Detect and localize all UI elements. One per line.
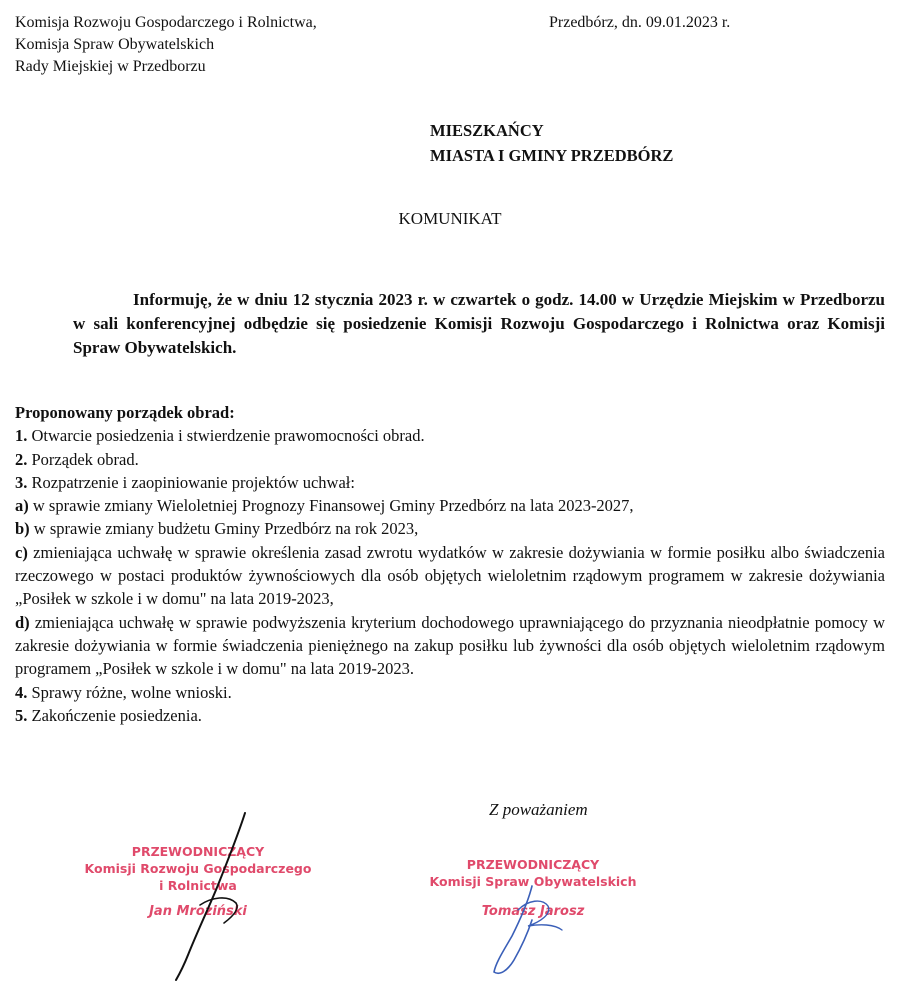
document-title: KOMUNIKAT	[398, 209, 502, 228]
sender-line-1: Komisja Rozwoju Gospodarczego i Rolnictwa,	[15, 14, 317, 31]
stamp-committee-line: Komisji Rozwoju Gospodarczego	[84, 861, 312, 876]
agenda-subitem	[15, 494, 885, 517]
agenda-item-marker: 5.	[15, 705, 28, 725]
agenda-subitem	[15, 517, 885, 540]
agenda-subitem-marker: a)	[15, 496, 29, 516]
agenda	[15, 401, 885, 727]
handwritten-signature-1	[140, 805, 280, 985]
agenda-subitem-text: w sprawie zmiany budżetu Gminy Przedbórz na rok 2023,	[29, 519, 419, 539]
agenda-subitem	[15, 541, 885, 611]
addressee-block	[430, 118, 673, 168]
agenda-item-text: Rozpatrzenie i zaopiniowanie projektów uchwał:	[27, 472, 355, 492]
agenda-subitem-marker: c)	[15, 542, 28, 562]
agenda-item-marker: 2.	[15, 449, 28, 469]
agenda-item-marker: 1.	[15, 426, 28, 446]
agenda-item-text: Otwarcie posiedzenia i stwierdzenie prawomocności obrad.	[27, 426, 425, 446]
stamp-chairman-name: Jan Mroziński	[149, 904, 247, 919]
agenda-heading: Proponowany porządek obrad:	[15, 403, 235, 422]
document-date: Przedbórz, dn. 09.01.2023 r.	[549, 14, 731, 31]
agenda-item	[15, 681, 885, 704]
agenda-item	[15, 448, 885, 471]
stamp-chairman-name: Tomasz Jarosz	[481, 904, 585, 919]
handwritten-signature-2	[470, 880, 580, 980]
agenda-item	[15, 424, 885, 447]
agenda-subitem-text: zmieniająca uchwałę w sprawie podwyższenia kryterium dochodowego uprawniającego do przyznania nieodpłatnie pomocy w zakresie dożywiania w formie świadczenia pieniężnego na zakup posiłku lub żywności dla osób objętych wieloletnim rządowym programem „Posiłek w szkole i w domu" na lata 2019-2023.	[15, 612, 885, 679]
addressee-line-2: MIASTA I GMINY PRZEDBÓRZ	[430, 146, 674, 165]
agenda-item-text: Zakończenie posiedzenia.	[27, 705, 202, 725]
stamp-committee-line: Komisji Spraw Obywatelskich	[429, 874, 637, 889]
agenda-subitem-marker: d)	[15, 612, 30, 632]
sender-line-3: Rady Miejskiej w Przedborzu	[15, 58, 206, 75]
signature-stroke	[494, 886, 532, 973]
agenda-subitem-marker: b)	[15, 519, 30, 539]
stamp-title: PRZEWODNICZĄCY	[131, 844, 265, 859]
agenda-subitem	[15, 611, 885, 681]
agenda-item	[15, 471, 885, 494]
agenda-item-marker: 4.	[15, 682, 28, 702]
signature-stroke	[518, 901, 562, 930]
stamp-committee-line: i Rolnictwa	[159, 878, 237, 893]
closing-phrase: Z poważaniem	[489, 800, 588, 819]
addressee-line-1: MIESZKAŃCY	[430, 121, 544, 140]
agenda-item-text: Sprawy różne, wolne wnioski.	[27, 682, 232, 702]
agenda-subitem-text: zmieniająca uchwałę w sprawie określenia zasad zwrotu wydatków w zakresie dożywiania w formie posiłku albo świadczenia rzeczowego w postaci produktów żywnościowych dla osób objętych wieloletnim rządowym programem w zakresie dożywiania „Posiłek w szkole i w domu" na lata 2019-2023,	[15, 542, 885, 609]
agenda-subitem-text: w sprawie zmiany Wieloletniej Prognozy Finansowej Gminy Przedbórz na lata 2023-2027,	[28, 496, 634, 516]
announcement-body: Informuję, że w dniu 12 stycznia 2023 r. w czwartek o godz. 14.00 w Urzędzie Miejskim w Przedborzu w sali konferencyjnej odbędzie się posiedzenie Komisji Rozwoju Gospodarczego i Rolnictwa oraz Komisji Spraw Obywatelskich.	[73, 290, 885, 357]
signature-stroke	[176, 813, 245, 980]
signature-stroke	[200, 898, 237, 923]
agenda-item	[15, 704, 885, 727]
agenda-item-marker: 3.	[15, 472, 28, 492]
sender-block	[15, 12, 317, 78]
sender-line-2: Komisja Spraw Obywatelskich	[15, 36, 215, 53]
stamp-title: PRZEWODNICZĄCY	[466, 857, 600, 872]
agenda-item-text: Porządek obrad.	[27, 449, 139, 469]
